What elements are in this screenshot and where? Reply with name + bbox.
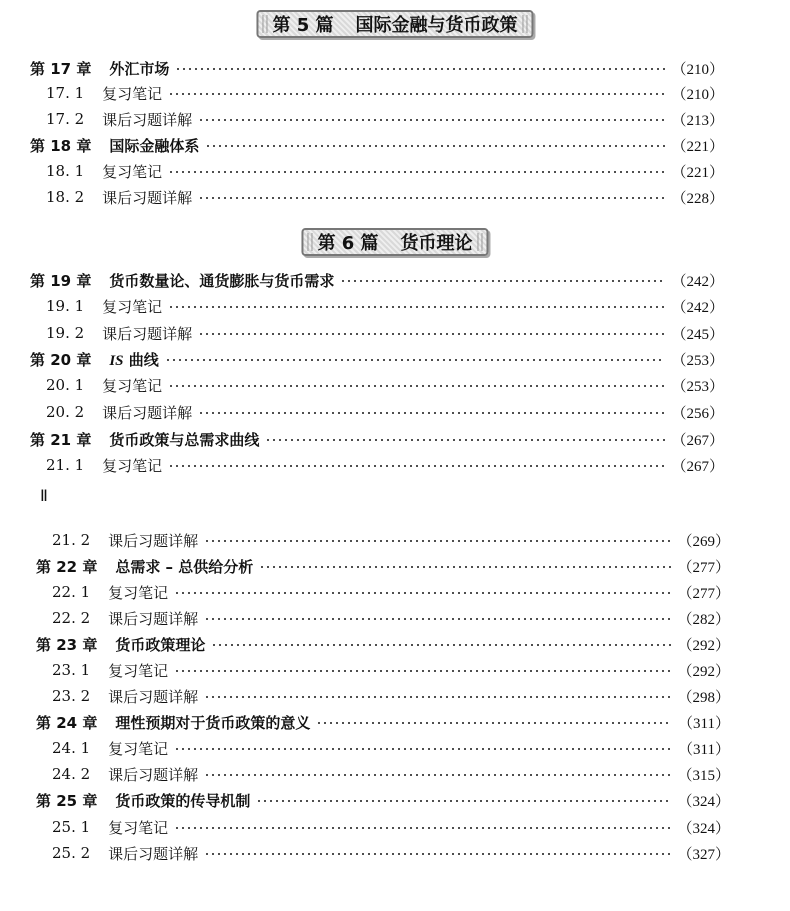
page-number: （242） — [671, 299, 724, 316]
section-title: 课后习题详解 — [102, 110, 193, 129]
toc-section-entry[interactable] — [52, 841, 730, 865]
chapter-title: 国际金融体系 — [109, 136, 200, 155]
section-number: 19. 2 — [46, 324, 85, 342]
dot-leader — [204, 774, 671, 776]
dot-leader — [205, 145, 665, 147]
section-number: 17. 1 — [46, 84, 85, 102]
toc-section-entry[interactable] — [52, 658, 730, 682]
toc-section-entry[interactable] — [52, 580, 730, 604]
dot-leader — [211, 644, 671, 646]
page-number: （269） — [677, 533, 730, 550]
page-number: （242） — [671, 273, 724, 290]
page-number: （267） — [671, 432, 724, 449]
chapter-title: 外汇市场 — [109, 59, 170, 78]
section-number: 20. 2 — [46, 403, 85, 421]
chapter-number: 第 17 章 — [30, 59, 92, 78]
chapter-title: 总需求 – 总供给分析 — [115, 557, 254, 576]
section-title: 复习笔记 — [108, 818, 169, 837]
section-title: 课后习题详解 — [108, 609, 199, 628]
toc-chapter-entry[interactable] — [30, 427, 724, 451]
toc-section-entry[interactable] — [52, 815, 730, 839]
page-number: （253） — [671, 378, 724, 395]
page-number: （221） — [671, 138, 724, 155]
toc-section-entry[interactable] — [46, 81, 724, 105]
toc-section-entry[interactable] — [46, 373, 724, 397]
part-5-banner — [256, 10, 533, 38]
section-number: 20. 1 — [46, 376, 85, 394]
section-number: 24. 2 — [52, 765, 91, 783]
section-number: 21. 1 — [46, 456, 85, 474]
section-number: 22. 1 — [52, 583, 91, 601]
section-title: 复习笔记 — [102, 376, 163, 395]
toc-section-entry[interactable] — [46, 294, 724, 318]
dot-leader — [174, 592, 671, 594]
section-title: 课后习题详解 — [102, 188, 193, 207]
page-number: （210） — [671, 86, 724, 103]
chapter-number: 第 20 章 — [30, 350, 92, 369]
chapter-title — [109, 349, 158, 370]
page-number: （221） — [671, 164, 724, 181]
page-number: （327） — [677, 846, 730, 863]
page-number: （311） — [678, 715, 730, 732]
section-number: 24. 1 — [52, 739, 91, 757]
section-title: 课后习题详解 — [102, 403, 193, 422]
dot-leader — [198, 412, 665, 414]
toc-section-entry[interactable] — [52, 684, 730, 708]
toc-section-entry[interactable] — [52, 736, 730, 760]
section-number: 25. 2 — [52, 844, 91, 862]
page-number: （324） — [677, 820, 730, 837]
toc-chapter-entry[interactable] — [30, 268, 724, 292]
dot-leader — [168, 385, 665, 387]
dot-leader — [175, 68, 665, 70]
dot-leader — [204, 618, 671, 620]
part-6-banner — [301, 228, 488, 256]
section-title: 课后习题详解 — [108, 844, 199, 863]
section-number: 21. 2 — [52, 531, 91, 549]
section-number: 18. 1 — [46, 162, 85, 180]
toc-chapter-entry[interactable] — [36, 632, 730, 656]
dot-leader — [174, 670, 671, 672]
dot-leader — [316, 722, 672, 724]
section-title: 复习笔记 — [102, 456, 163, 475]
section-number: 18. 2 — [46, 188, 85, 206]
toc-chapter-entry[interactable] — [30, 56, 724, 80]
toc-section-entry[interactable] — [52, 762, 730, 786]
page-number: （315） — [677, 767, 730, 784]
toc-section-entry[interactable] — [52, 606, 730, 630]
toc-section-entry[interactable] — [46, 159, 724, 183]
part-label: 第 6 篇 — [317, 233, 379, 254]
page-number: （311） — [678, 741, 730, 758]
dot-leader — [168, 93, 665, 95]
section-number: 23. 1 — [52, 661, 91, 679]
section-title: 课后习题详解 — [108, 765, 199, 784]
toc-section-entry[interactable] — [46, 107, 724, 131]
page-number: （298） — [677, 689, 730, 706]
toc-chapter-entry[interactable] — [30, 347, 724, 371]
section-title: 课后习题详解 — [102, 324, 193, 343]
section-title: 复习笔记 — [108, 583, 169, 602]
toc-section-entry[interactable] — [52, 528, 730, 552]
section-title: 复习笔记 — [102, 297, 163, 316]
toc-chapter-entry[interactable] — [36, 554, 730, 578]
dot-leader — [174, 827, 671, 829]
section-number: 23. 2 — [52, 687, 91, 705]
chapter-title: 货币政策的传导机制 — [115, 791, 251, 810]
chapter-number: 第 25 章 — [36, 791, 98, 810]
section-title: 复习笔记 — [102, 84, 163, 103]
dot-leader — [256, 800, 671, 802]
dot-leader — [198, 119, 665, 121]
toc-section-entry[interactable] — [46, 400, 724, 424]
toc-chapter-entry[interactable] — [36, 710, 730, 734]
section-title: 课后习题详解 — [108, 687, 199, 706]
dot-leader — [165, 359, 666, 361]
chapter-title: 货币政策与总需求曲线 — [109, 430, 260, 449]
chapter-number: 第 24 章 — [36, 713, 98, 732]
dot-leader — [198, 197, 665, 199]
dot-leader — [204, 540, 671, 542]
section-number: 17. 2 — [46, 110, 85, 128]
dot-leader — [174, 748, 672, 750]
toc-chapter-entry[interactable] — [30, 133, 724, 157]
section-title: 复习笔记 — [108, 661, 169, 680]
dot-leader — [265, 439, 665, 441]
toc-section-entry[interactable] — [46, 453, 724, 477]
dot-leader — [340, 280, 665, 282]
toc-section-entry[interactable] — [46, 185, 724, 209]
part-title: 国际金融与货币政策 — [355, 15, 518, 36]
section-title: 课后习题详解 — [108, 531, 199, 550]
page-number: （277） — [677, 559, 730, 576]
chapter-title: 货币政策理论 — [115, 635, 206, 654]
chapter-number: 第 22 章 — [36, 557, 98, 576]
page-number: （277） — [677, 585, 730, 602]
page-number: （324） — [677, 793, 730, 810]
dot-leader — [168, 306, 665, 308]
section-title: 复习笔记 — [102, 162, 163, 181]
page-number: （253） — [671, 352, 724, 369]
section-number: 19. 1 — [46, 297, 85, 315]
page-number: （213） — [671, 112, 724, 129]
chapter-title: 理性预期对于货币政策的意义 — [115, 713, 311, 732]
dot-leader — [204, 853, 671, 855]
dot-leader — [204, 696, 671, 698]
page-number: （245） — [671, 326, 724, 343]
toc-chapter-entry[interactable] — [36, 788, 730, 812]
dot-leader — [198, 333, 665, 335]
chapter-number: 第 18 章 — [30, 136, 92, 155]
page-number: （228） — [671, 190, 724, 207]
part-label: 第 5 篇 — [272, 15, 334, 36]
page-number: （256） — [671, 405, 724, 422]
chapter-number: 第 19 章 — [30, 271, 92, 290]
chapter-title: 货币数量论、通货膨胀与货币需求 — [109, 271, 335, 290]
page-number: （267） — [671, 458, 724, 475]
part-title: 货币理论 — [400, 233, 473, 254]
toc-section-entry[interactable] — [46, 321, 724, 345]
page-number: （282） — [677, 611, 730, 628]
page-number: （210） — [671, 61, 724, 78]
chapter-number: 第 21 章 — [30, 430, 92, 449]
chapter-title-italic: IS — [109, 352, 124, 369]
chapter-title-rest: 曲线 — [123, 350, 159, 369]
page-number: （292） — [677, 663, 730, 680]
dot-leader — [168, 171, 665, 173]
dot-leader — [168, 465, 665, 467]
section-number: 22. 2 — [52, 609, 91, 627]
dot-leader — [259, 566, 671, 568]
chapter-number: 第 23 章 — [36, 635, 98, 654]
page-number: （292） — [677, 637, 730, 654]
section-number: 25. 1 — [52, 818, 91, 836]
page-marker: Ⅱ — [40, 488, 48, 505]
section-title: 复习笔记 — [108, 739, 169, 758]
